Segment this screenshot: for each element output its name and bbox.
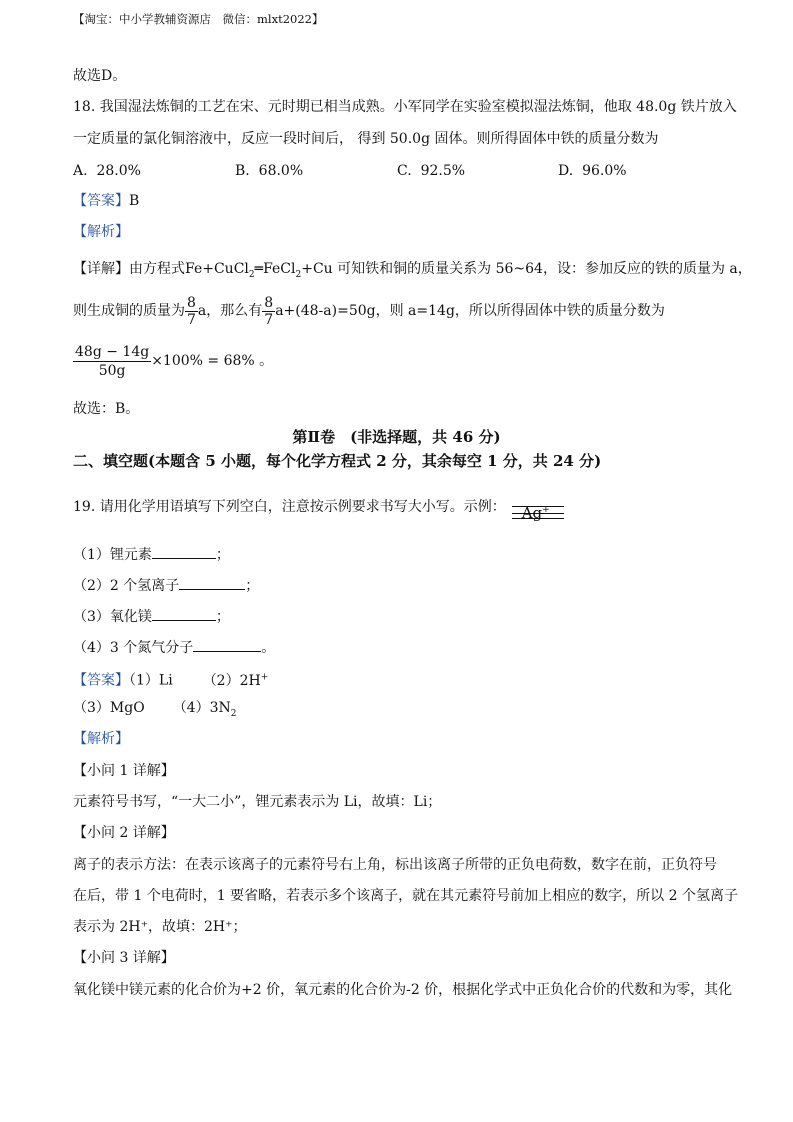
q17-conclusion: 故选D。 bbox=[73, 68, 127, 84]
q19-answer-line1: 【答案】（1）Li （2）2H+ bbox=[73, 672, 269, 689]
q19-item-3: （3）氧化镁 ； bbox=[73, 606, 230, 626]
example-ag-ion: Ag+ bbox=[512, 496, 564, 518]
fraction-8-7: $\frac{8}{7}$ bbox=[264, 294, 274, 328]
q18-option-b: B. 68.0% bbox=[235, 163, 304, 179]
q19-sub3-tag: 【小问 3 详解】 bbox=[73, 950, 175, 966]
q19-sub3-line1: 氧化镁中镁元素的化合价为+2 价，氧元素的化合价为-2 价，根据化学式中正负化合价的代数和为零，其化 bbox=[73, 982, 733, 998]
q18-option-d: D. 96.0% bbox=[558, 163, 627, 179]
q18-conclusion: 故选：B。 bbox=[73, 401, 140, 417]
answer-blank bbox=[152, 544, 216, 559]
q18-detail-line1: 【详解】由方程式Fe+CuCl$_2$═FeCl$_2$+Cu 可知铁和铜的质量关系为 56~64，设：参加反应的铁的质量为 a， bbox=[73, 261, 752, 280]
reaction-equation: Fe+CuCl$_2$═FeCl$_2$+Cu bbox=[185, 261, 333, 280]
q19-sub2-line3: 表示为 2H⁺，故填：2H⁺； bbox=[73, 919, 247, 935]
answer-blank bbox=[152, 606, 216, 621]
answer-blank bbox=[193, 637, 261, 652]
page-header: 【淘宝：中小学教辅资源店 微信：mlxt2022】 bbox=[73, 12, 324, 26]
q19-sub2-line2: 在后，带 1 个电荷时，1 要省略，若表示多个该离子，就在其元素符号前加上相应的数字，所以 2 个氢离子 bbox=[73, 888, 738, 904]
q19-sub2-tag: 【小问 2 详解】 bbox=[73, 825, 175, 841]
q19-answer-line2: （3）MgO $(4)3N_2$ bbox=[73, 700, 237, 719]
volume-title: 第Ⅱ卷 (非选择题，共 46 分) bbox=[292, 428, 501, 446]
q19-sub1-tag: 【小问 1 详解】 bbox=[73, 763, 175, 779]
q18-answer: 【答案】B bbox=[73, 193, 140, 209]
q18-stem-line1: 18. 我国湿法炼铜的工艺在宋、元时期已相当成熟。小军同学在实验室模拟湿法炼铜，他取 48.0g 铁片放入 bbox=[73, 99, 737, 115]
q18-analysis-tag: 【解析】 bbox=[73, 224, 129, 240]
fraction-8-7: $\frac{8}{7}$ bbox=[187, 294, 196, 328]
answer-blank bbox=[179, 575, 245, 590]
section-heading: 二、填空题(本题含 5 小题，每个化学方程式 2 分，其余每空 1 分，共 24 分) bbox=[73, 452, 602, 470]
q18-detail-line2: 则生成铜的质量为 $\frac{8}{7}$ a，那么有 $\frac{8}{7}$ a+(48-a)=50g，则 a=14g，所以所得固体中铁的质量分数为 bbox=[73, 294, 665, 328]
q18-stem-line2: 一定质量的氯化铜溶液中，反应一段时间后， 得到 50.0g 固体。则所得固体中铁的质量分数为 bbox=[73, 131, 659, 147]
q18-option-c: C. 92.5% bbox=[397, 163, 466, 179]
q19-item-1: （1）锂元素 ； bbox=[73, 544, 230, 564]
q18-calculation: $\frac{48g - 14g}{50g}$ ×100% = 68% 。 bbox=[75, 343, 274, 379]
q19-item-4: （4）3 个氮气分子 。 bbox=[73, 637, 275, 657]
q19-sub2-line1: 离子的表示方法：在表示该离子的元素符号右上角，标出该离子所带的正负电荷数，数字在前，正负符号 bbox=[73, 857, 717, 873]
q19-sub1-text: 元素符号书写，“一大二小”，锂元素表示为 Li，故填：Li； bbox=[73, 794, 442, 810]
mass-fraction-formula: $\frac{48g - 14g}{50g}$ bbox=[75, 343, 150, 379]
q19-stem: 19. 请用化学用语填写下列空白，注意按示例要求书写大小写。示例： Ag+ bbox=[73, 494, 564, 520]
answer-tag: 【答案】 bbox=[73, 672, 129, 689]
q19-analysis-tag: 【解析】 bbox=[73, 731, 129, 747]
q19-item-2: （2）2 个氢离子 ； bbox=[73, 575, 259, 595]
answer-tag: 【答案】 bbox=[73, 193, 129, 209]
q18-option-a: A. 28.0% bbox=[73, 163, 141, 179]
